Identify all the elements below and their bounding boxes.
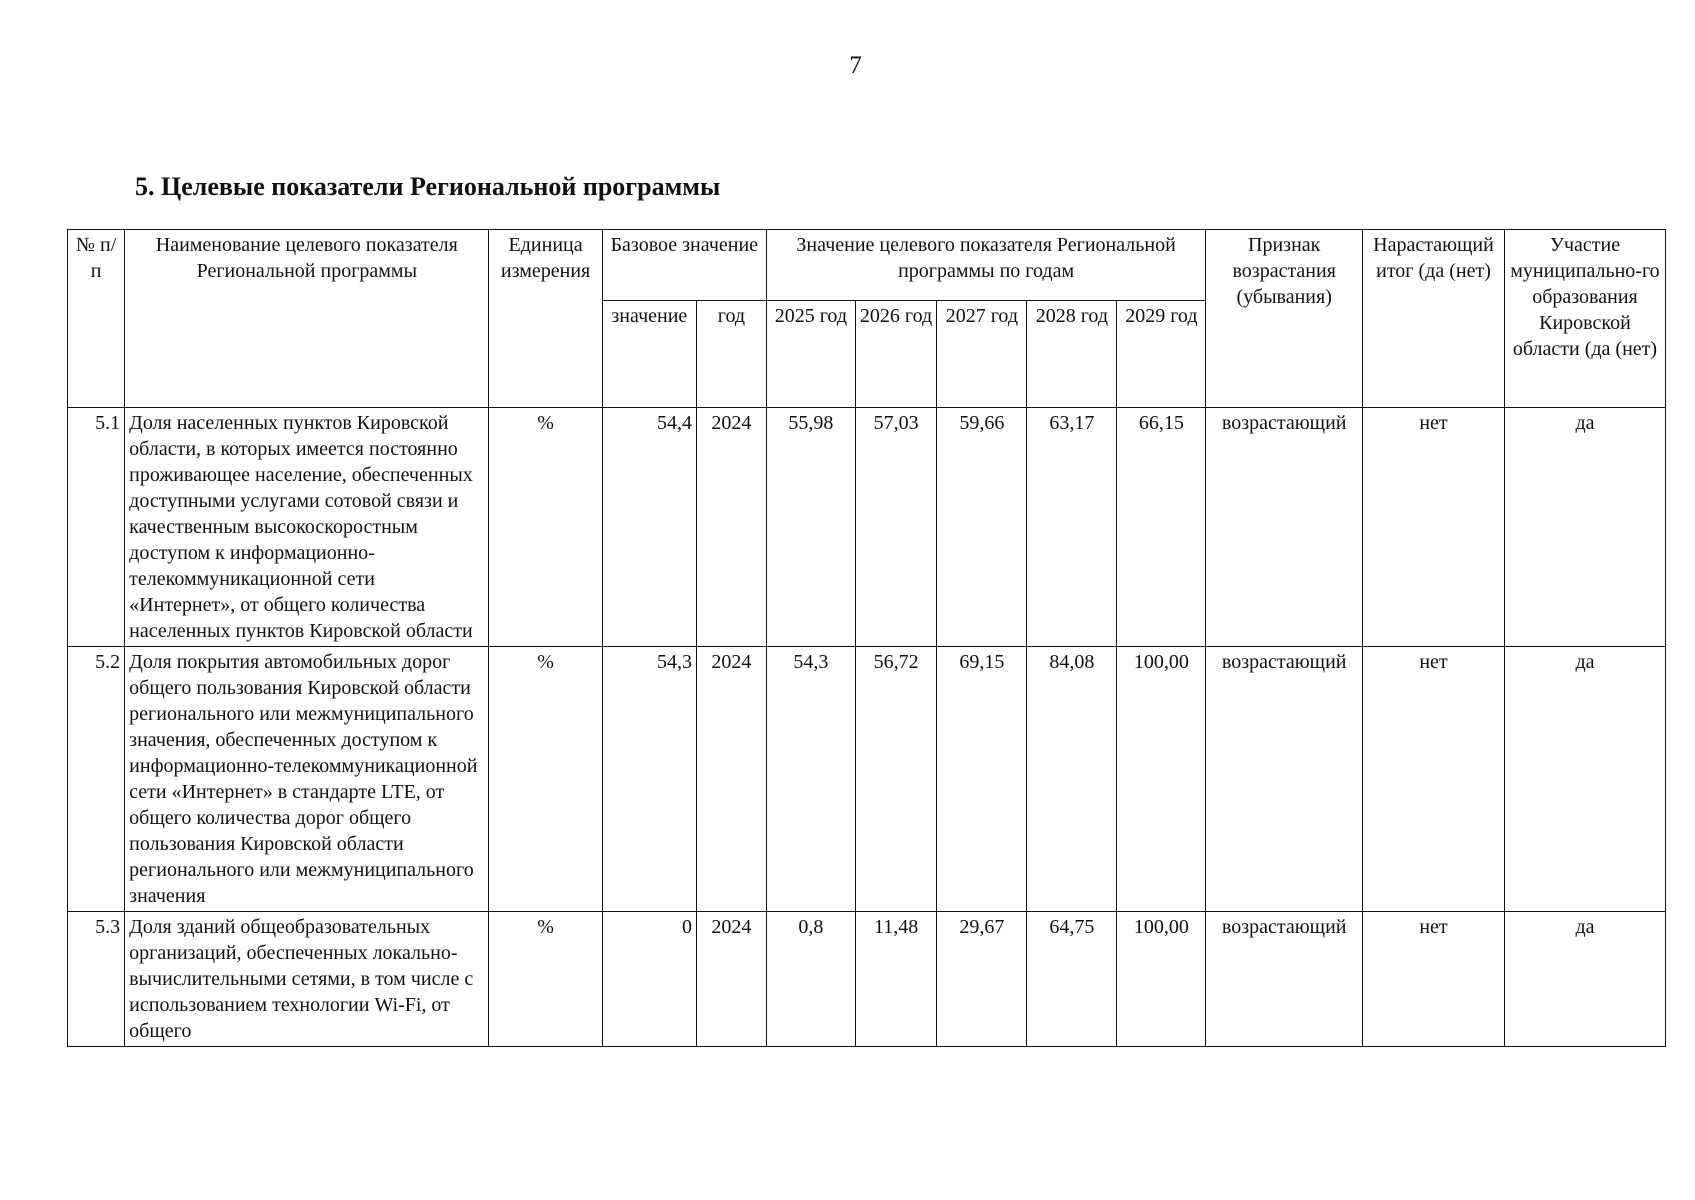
header-name: Наименование целевого показателя Региональной программы — [125, 230, 489, 408]
row-name: Доля населенных пунктов Кировской области, в которых имеется постоянно проживающее население, обеспеченных доступными услугами сотовой связи и качественным высокоскоростным доступом к информационно-телекоммуникационной сети «Интернет», от общего количества населенных пунктов Кировской области — [125, 408, 489, 647]
row-cumulative: нет — [1363, 408, 1505, 647]
row-value-2026: 57,03 — [855, 408, 937, 647]
row-trend: возрастающий — [1206, 408, 1363, 647]
row-value-2028: 84,08 — [1027, 647, 1117, 912]
row-value-2029: 100,00 — [1117, 647, 1206, 912]
header-municipal: Участие муниципально-го образования Кировской области (да (нет) — [1504, 230, 1665, 408]
row-num: 5.1 — [68, 408, 125, 647]
row-value-2028: 64,75 — [1027, 912, 1117, 1047]
header-year-2028: 2028 год — [1027, 301, 1117, 408]
header-year-2025: 2025 год — [766, 301, 855, 408]
row-base-year: 2024 — [696, 647, 766, 912]
row-value-2028: 63,17 — [1027, 408, 1117, 647]
row-base-value: 54,3 — [602, 647, 696, 912]
row-value-2027: 69,15 — [937, 647, 1027, 912]
table-row — [68, 912, 1666, 1047]
indicators-table — [67, 229, 1666, 1047]
row-value-2026: 11,48 — [855, 912, 937, 1047]
row-municipal: да — [1504, 647, 1665, 912]
row-name: Доля зданий общеобразовательных организаций, обеспеченных локально-вычислительными сетями, в том числе с использованием технологии Wi-Fi, от общего — [125, 912, 489, 1047]
header-year-2026: 2026 год — [855, 301, 937, 408]
section-title: 5. Целевые показатели Региональной программы — [135, 172, 721, 201]
header-unit: Единица измерения — [489, 230, 602, 408]
row-value-2025: 0,8 — [766, 912, 855, 1047]
row-value-2026: 56,72 — [855, 647, 937, 912]
row-cumulative: нет — [1363, 647, 1505, 912]
header-cumulative: Нарастающий итог (да (нет) — [1363, 230, 1505, 408]
header-base-year: год — [696, 301, 766, 408]
row-base-value: 54,4 — [602, 408, 696, 647]
header-year-2029: 2029 год — [1117, 301, 1206, 408]
row-base-year: 2024 — [696, 912, 766, 1047]
row-unit: % — [489, 912, 602, 1047]
page-number — [0, 52, 1695, 80]
row-num: 5.3 — [68, 912, 125, 1047]
row-num: 5.2 — [68, 647, 125, 912]
row-value-2029: 66,15 — [1117, 408, 1206, 647]
header-target: Значение целевого показателя Региональной программы по годам — [766, 230, 1205, 301]
table-row — [68, 647, 1666, 912]
row-base-year: 2024 — [696, 408, 766, 647]
row-value-2027: 29,67 — [937, 912, 1027, 1047]
row-unit: % — [489, 408, 602, 647]
header-trend: Признак возрастания (убывания) — [1206, 230, 1363, 408]
table-header-row — [68, 230, 1666, 301]
row-base-value: 0 — [602, 912, 696, 1047]
row-value-2027: 59,66 — [937, 408, 1027, 647]
header-base-value: значение — [602, 301, 696, 408]
header-year-2027: 2027 год — [937, 301, 1027, 408]
row-municipal: да — [1504, 912, 1665, 1047]
row-trend: возрастающий — [1206, 912, 1363, 1047]
row-municipal: да — [1504, 408, 1665, 647]
row-value-2025: 54,3 — [766, 647, 855, 912]
row-unit: % — [489, 647, 602, 912]
header-base: Базовое значение — [602, 230, 766, 301]
page-number-text: 7 — [849, 52, 862, 79]
row-trend: возрастающий — [1206, 647, 1363, 912]
row-value-2029: 100,00 — [1117, 912, 1206, 1047]
row-cumulative: нет — [1363, 912, 1505, 1047]
table-row — [68, 408, 1666, 647]
header-num: № п/п — [68, 230, 125, 408]
row-name: Доля покрытия автомобильных дорог общего пользования Кировской области регионального или межмуниципального значения, обеспеченных доступом к информационно-телекоммуникационной сети «Интернет» в стандарте LTE, от общего количества дорог общего пользования Кировской области регионального или межмуниципального значения — [125, 647, 489, 912]
row-value-2025: 55,98 — [766, 408, 855, 647]
